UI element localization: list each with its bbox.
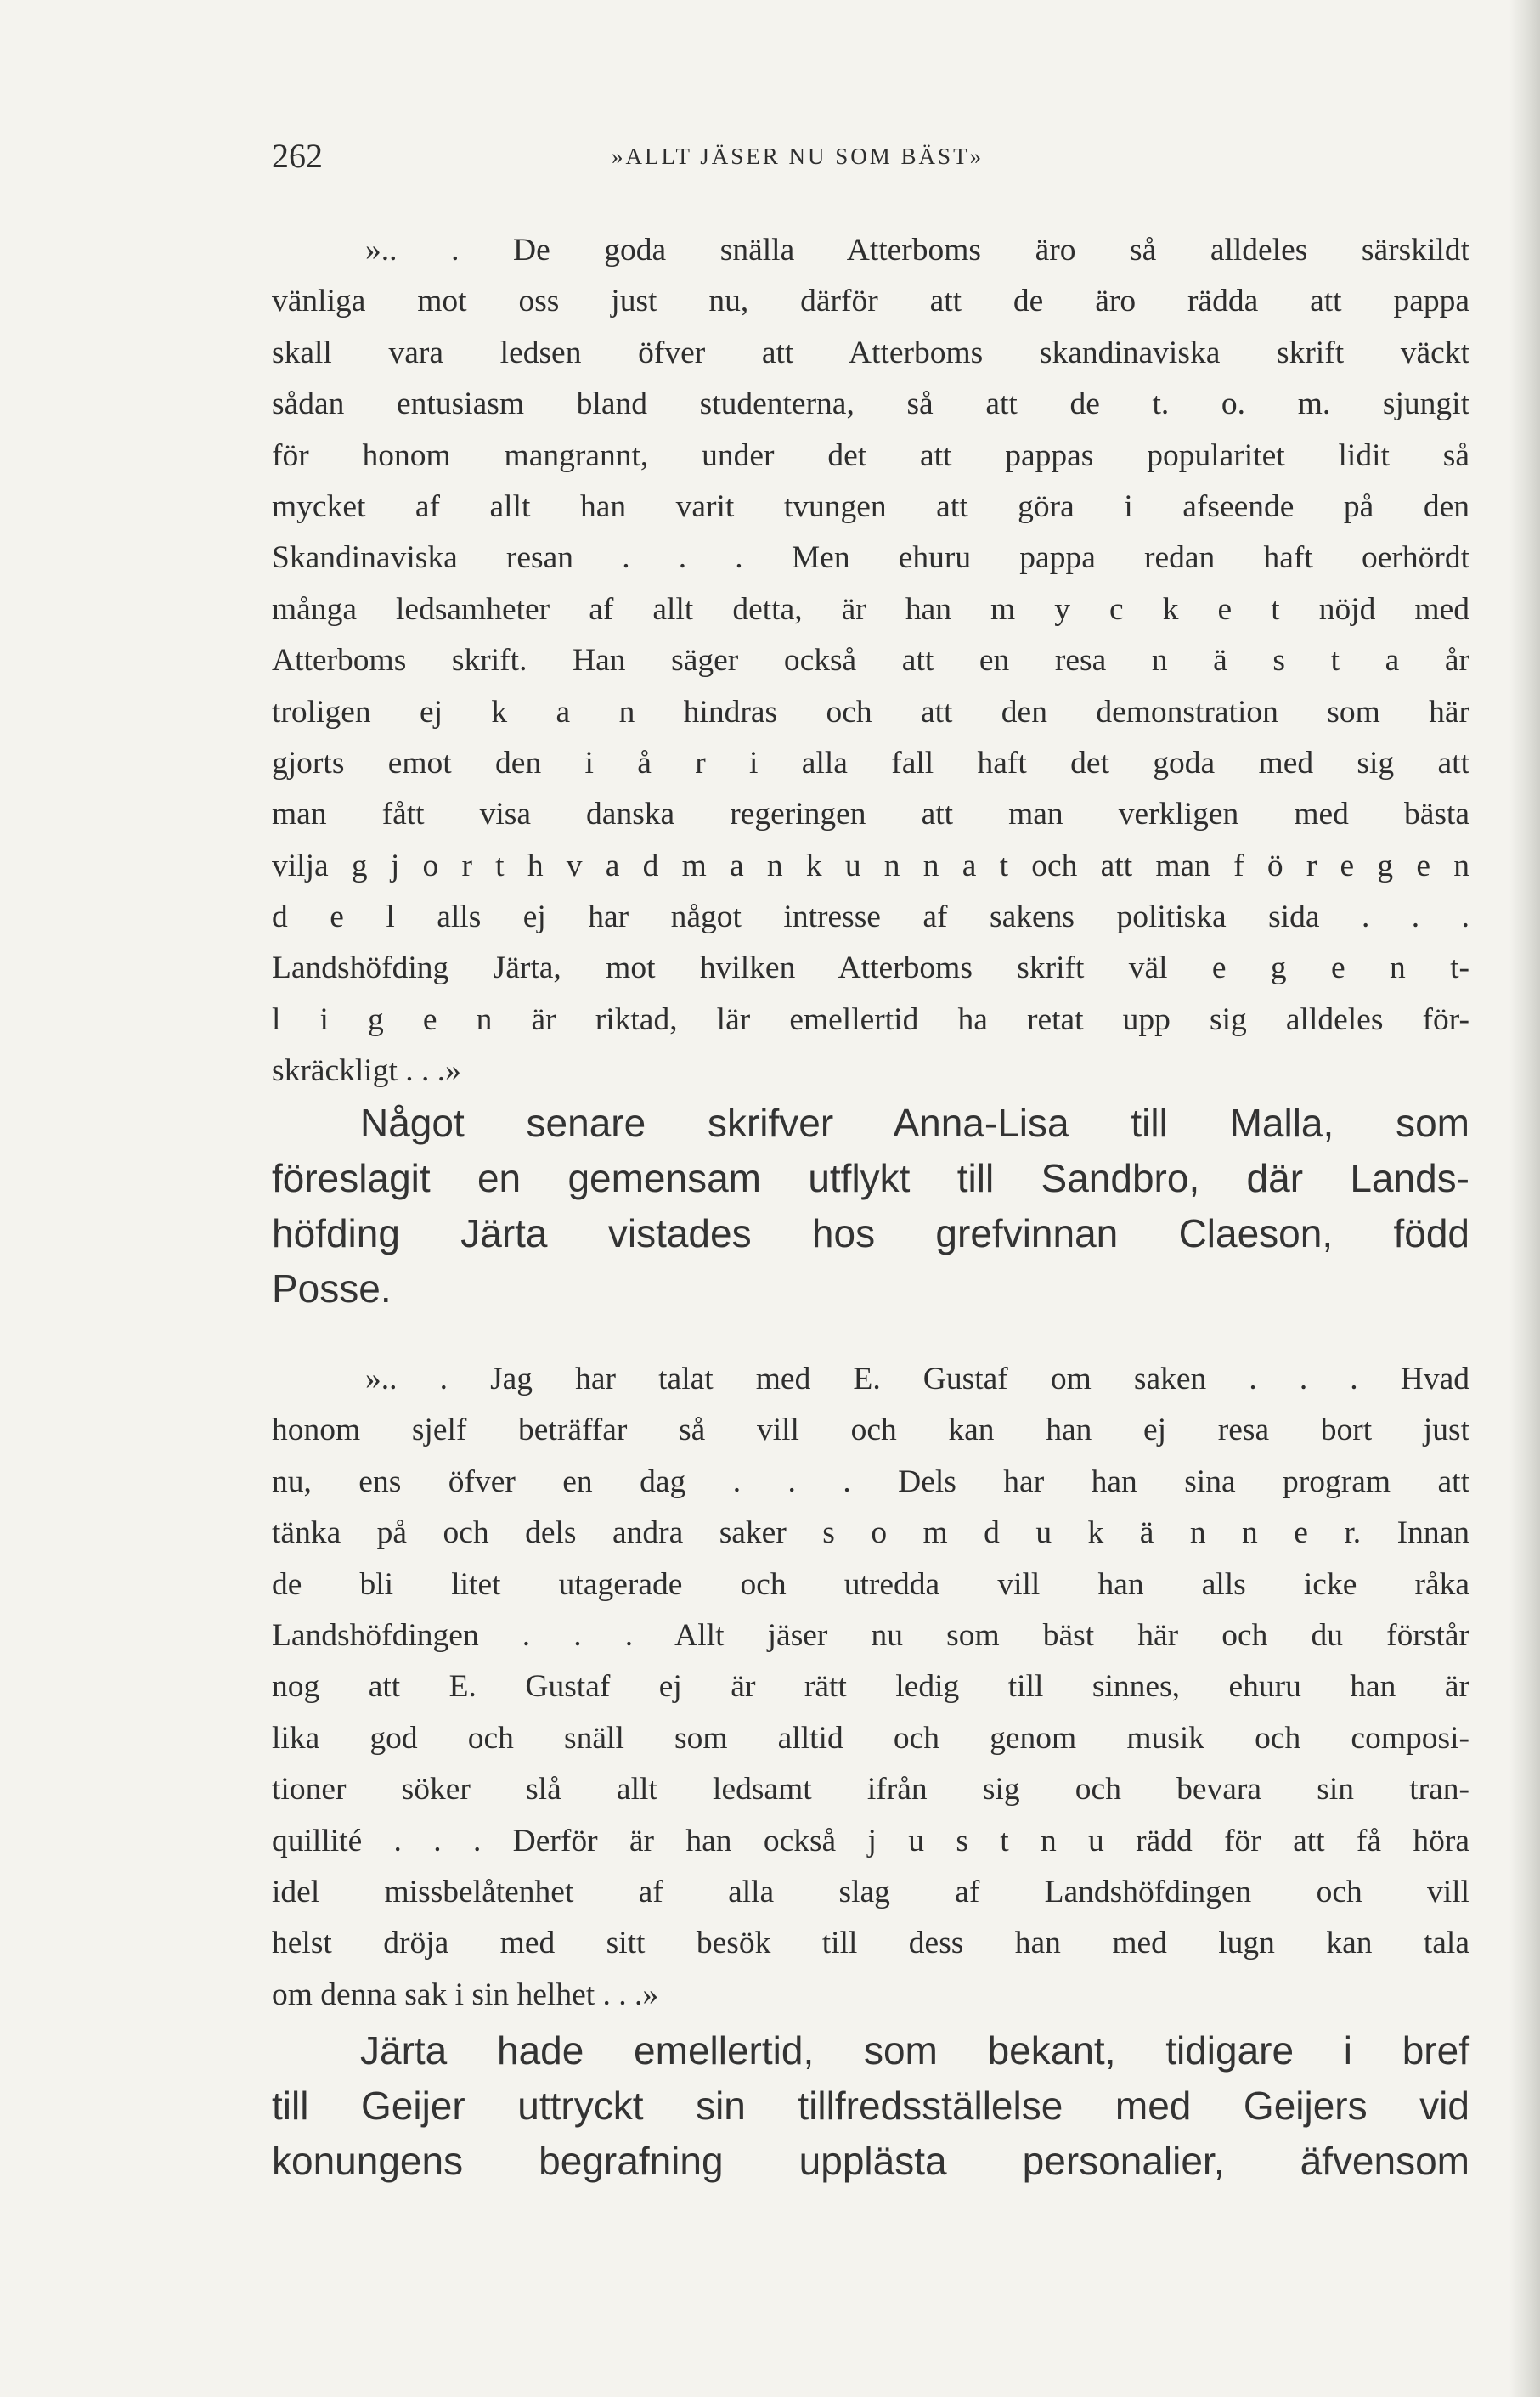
narrative-paragraph-1 xyxy=(272,1096,1469,1317)
text-line: vilja g j o r t h v a d m a n k u n n a t och att man f ö r e g e n xyxy=(272,848,1469,883)
page-number: 262 xyxy=(272,137,323,175)
text-line: de bli litet utagerade och utredda vill han alls icke råka xyxy=(272,1566,1469,1602)
text-line: ».. . Jag har talat med E. Gustaf om saken . . . Hvad xyxy=(365,1362,1469,1396)
text-line: till Geijer uttryckt sin tillfredsställelse med Geijers vid xyxy=(272,2084,1469,2128)
text-line: Landshöfdingen . . . Allt jäser nu som bäst här och du förstår xyxy=(272,1617,1469,1653)
text-line: nog att E. Gustaf ej är rätt ledig till sinnes, ehuru han är xyxy=(272,1669,1469,1705)
running-head xyxy=(272,138,1469,175)
quote-block-2 xyxy=(272,1354,1469,2021)
text-line: man fått visa danska regeringen att man verkligen med bästa xyxy=(272,797,1469,832)
text-line: Atterboms skrift. Han säger också att en resa n ä s t a år xyxy=(272,643,1469,679)
text-line: sådan entusiasm bland studenterna, så att de t. o. m. sjungit xyxy=(272,386,1469,422)
text-line: gjorts emot den i å r i alla fall haft det goda med sig att xyxy=(272,745,1469,781)
text-line: skräckligt . . .» xyxy=(272,1053,461,1089)
text-line: ».. . De goda snälla Atterboms äro så alldeles särskildt xyxy=(365,233,1469,268)
text-line: idel missbelåtenhet af alla slag af Landshöfdingen och vill xyxy=(272,1874,1469,1909)
text-line: Landshöfding Järta, mot hvilken Atterboms skrift väl e g e n t- xyxy=(272,950,1469,986)
text-line: föreslagit en gemensam utflykt till Sandbro, där Lands- xyxy=(272,1156,1469,1200)
text-line: vänliga mot oss just nu, därför att de äro rädda att pappa xyxy=(272,284,1469,319)
text-line: många ledsamheter af allt detta, är han m y c k e t nöjd med xyxy=(272,591,1469,627)
text-line: nu, ens öfver en dag . . . Dels har han sina program att xyxy=(272,1464,1469,1499)
text-line: Järta hade emellertid, som bekant, tidigare i bref xyxy=(360,2028,1469,2073)
text-line: troligen ej k a n hindras och att den demonstration som här xyxy=(272,694,1469,730)
text-line: Skandinaviska resan . . . Men ehuru pappa redan haft oerhördt xyxy=(272,540,1469,576)
text-line: lika god och snäll som alltid och genom musik och composi- xyxy=(272,1720,1469,1756)
text-line: konungens begrafning upplästa personalier, äfvensom xyxy=(272,2139,1469,2183)
text-line: l i g e n är riktad, lär emellertid ha retat upp sig alldeles för- xyxy=(272,1001,1469,1037)
text-line: Posse. xyxy=(272,1266,392,1311)
text-line: höfding Järta vistades hos grefvinnan Claeson, född xyxy=(272,1211,1469,1255)
page-edge-shadow xyxy=(1509,0,1540,2397)
text-line: om denna sak i sin helhet . . .» xyxy=(272,1977,659,2012)
text-line: Något senare skrifver Anna-Lisa till Malla, som xyxy=(360,1101,1469,1145)
text-line: tänka på och dels andra saker s o m d u k ä n n e r. Innan xyxy=(272,1515,1469,1551)
running-title: »ALLT JÄSER NU SOM BÄST» xyxy=(612,144,984,169)
text-line: quillité . . . Derför är han också j u s t n u rädd för att få höra xyxy=(272,1823,1469,1858)
text-line: honom sjelf beträffar så vill och kan han ej resa bort just xyxy=(272,1413,1469,1448)
text-line: för honom mangrannt, under det att pappas popularitet lidit så xyxy=(272,437,1469,473)
narrative-paragraph-2 xyxy=(272,2023,1469,2189)
text-line: helst dröja med sitt besök till dess han med lugn kan tala xyxy=(272,1926,1469,1961)
text-line: mycket af allt han varit tvungen att göra i afseende på den xyxy=(272,488,1469,524)
text-line: skall vara ledsen öfver att Atterboms skandinaviska skrift väckt xyxy=(272,335,1469,370)
text-line: tioner söker slå allt ledsamt ifrån sig och bevara sin tran- xyxy=(272,1772,1469,1808)
text-line: d e l alls ej har något intresse af sakens politiska sida . . . xyxy=(272,900,1469,935)
quote-block-1 xyxy=(272,225,1469,1097)
